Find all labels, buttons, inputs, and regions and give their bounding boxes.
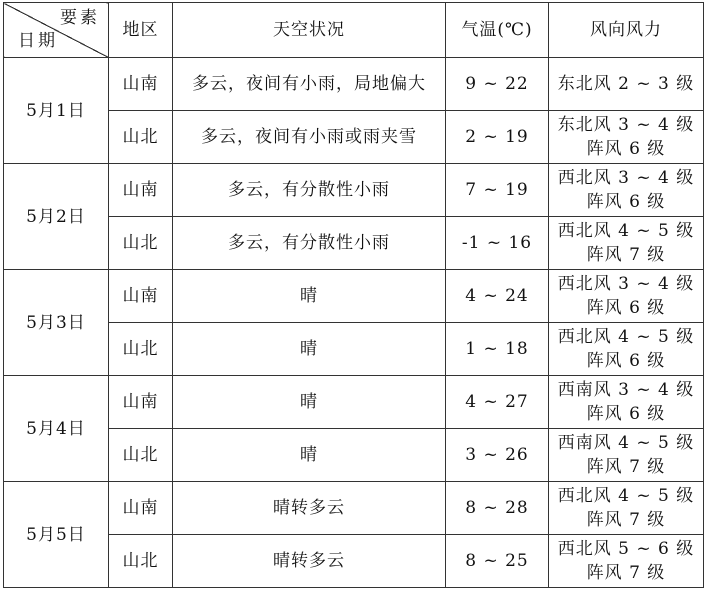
temperature-column-header: 气温(℃) bbox=[446, 3, 549, 58]
temperature-cell: 8 ~ 28 bbox=[446, 482, 549, 535]
wind-cell bbox=[549, 111, 704, 164]
sky-cell: 多云，夜间有小雨，局地偏大 bbox=[173, 58, 446, 111]
table-row bbox=[4, 429, 704, 482]
table-row bbox=[4, 535, 704, 588]
date-cell: 5月5日 bbox=[4, 482, 109, 588]
table-row bbox=[4, 164, 704, 217]
sky-cell: 多云，有分散性小雨 bbox=[173, 164, 446, 217]
wind-direction-force: 西南风 4 ~ 5 级 bbox=[557, 433, 695, 453]
wind-direction-force: 西南风 3 ~ 4 级 bbox=[557, 380, 695, 400]
corner-header-date: 日期 bbox=[18, 31, 58, 51]
wind-gust: 阵风 7 级 bbox=[586, 563, 666, 583]
corner-header-cell bbox=[4, 3, 109, 58]
table-row bbox=[4, 482, 704, 535]
table-row bbox=[4, 111, 704, 164]
region-cell: 山南 bbox=[109, 376, 173, 429]
table-row bbox=[4, 323, 704, 376]
wind-direction-force: 西北风 3 ~ 4 级 bbox=[557, 274, 695, 294]
wind-direction-force: 东北风 3 ~ 4 级 bbox=[557, 115, 695, 135]
date-cell: 5月1日 bbox=[4, 58, 109, 164]
wind-cell bbox=[549, 164, 704, 217]
wind-cell bbox=[549, 58, 704, 111]
sky-cell: 晴 bbox=[173, 270, 446, 323]
region-cell: 山北 bbox=[109, 429, 173, 482]
wind-cell bbox=[549, 376, 704, 429]
temperature-cell: 4 ~ 24 bbox=[446, 270, 549, 323]
temperature-cell: 9 ~ 22 bbox=[446, 58, 549, 111]
temperature-cell: 8 ~ 25 bbox=[446, 535, 549, 588]
wind-gust: 阵风 7 级 bbox=[586, 457, 666, 477]
wind-direction-force: 西北风 3 ~ 4 级 bbox=[557, 168, 695, 188]
wind-gust: 阵风 6 级 bbox=[586, 404, 666, 424]
region-cell: 山南 bbox=[109, 58, 173, 111]
sky-column-header: 天空状况 bbox=[173, 3, 446, 58]
temperature-cell: 7 ~ 19 bbox=[446, 164, 549, 217]
table-row bbox=[4, 376, 704, 429]
wind-cell bbox=[549, 429, 704, 482]
header-row bbox=[4, 3, 704, 58]
wind-direction-force: 西北风 4 ~ 5 级 bbox=[557, 486, 695, 506]
wind-column-header: 风向风力 bbox=[549, 3, 704, 58]
region-cell: 山北 bbox=[109, 217, 173, 270]
sky-cell: 晴 bbox=[173, 323, 446, 376]
wind-cell bbox=[549, 217, 704, 270]
wind-cell bbox=[549, 270, 704, 323]
wind-direction-force: 西北风 4 ~ 5 级 bbox=[557, 327, 695, 347]
wind-cell bbox=[549, 482, 704, 535]
corner-header-elements: 要素 bbox=[60, 8, 100, 28]
sky-cell: 晴转多云 bbox=[173, 482, 446, 535]
temperature-cell: 2 ~ 19 bbox=[446, 111, 549, 164]
weather-forecast-table bbox=[3, 2, 704, 588]
temperature-cell: 3 ~ 26 bbox=[446, 429, 549, 482]
region-column-header: 地区 bbox=[109, 3, 173, 58]
region-cell: 山北 bbox=[109, 535, 173, 588]
date-cell: 5月4日 bbox=[4, 376, 109, 482]
region-cell: 山北 bbox=[109, 323, 173, 376]
table-row bbox=[4, 270, 704, 323]
wind-direction-force: 西北风 5 ~ 6 级 bbox=[557, 539, 695, 559]
date-cell: 5月2日 bbox=[4, 164, 109, 270]
region-cell: 山南 bbox=[109, 482, 173, 535]
wind-gust: 阵风 6 级 bbox=[586, 139, 666, 159]
table-row bbox=[4, 217, 704, 270]
wind-gust: 阵风 6 级 bbox=[586, 192, 666, 212]
sky-cell: 晴 bbox=[173, 429, 446, 482]
temperature-cell: 1 ~ 18 bbox=[446, 323, 549, 376]
wind-cell bbox=[549, 535, 704, 588]
sky-cell: 晴转多云 bbox=[173, 535, 446, 588]
date-cell: 5月3日 bbox=[4, 270, 109, 376]
temperature-cell: 4 ~ 27 bbox=[446, 376, 549, 429]
table-row bbox=[4, 58, 704, 111]
wind-direction-force: 西北风 4 ~ 5 级 bbox=[557, 221, 695, 241]
sky-cell: 晴 bbox=[173, 376, 446, 429]
sky-cell: 多云，夜间有小雨或雨夹雪 bbox=[173, 111, 446, 164]
temperature-cell: -1 ~ 16 bbox=[446, 217, 549, 270]
wind-gust: 阵风 7 级 bbox=[586, 245, 666, 265]
wind-gust: 阵风 7 级 bbox=[586, 510, 666, 530]
region-cell: 山南 bbox=[109, 270, 173, 323]
region-cell: 山北 bbox=[109, 111, 173, 164]
sky-cell: 多云，有分散性小雨 bbox=[173, 217, 446, 270]
wind-direction-force: 东北风 2 ~ 3 级 bbox=[557, 74, 695, 94]
region-cell: 山南 bbox=[109, 164, 173, 217]
wind-gust: 阵风 6 级 bbox=[586, 351, 666, 371]
wind-cell bbox=[549, 323, 704, 376]
wind-gust: 阵风 6 级 bbox=[586, 298, 666, 318]
